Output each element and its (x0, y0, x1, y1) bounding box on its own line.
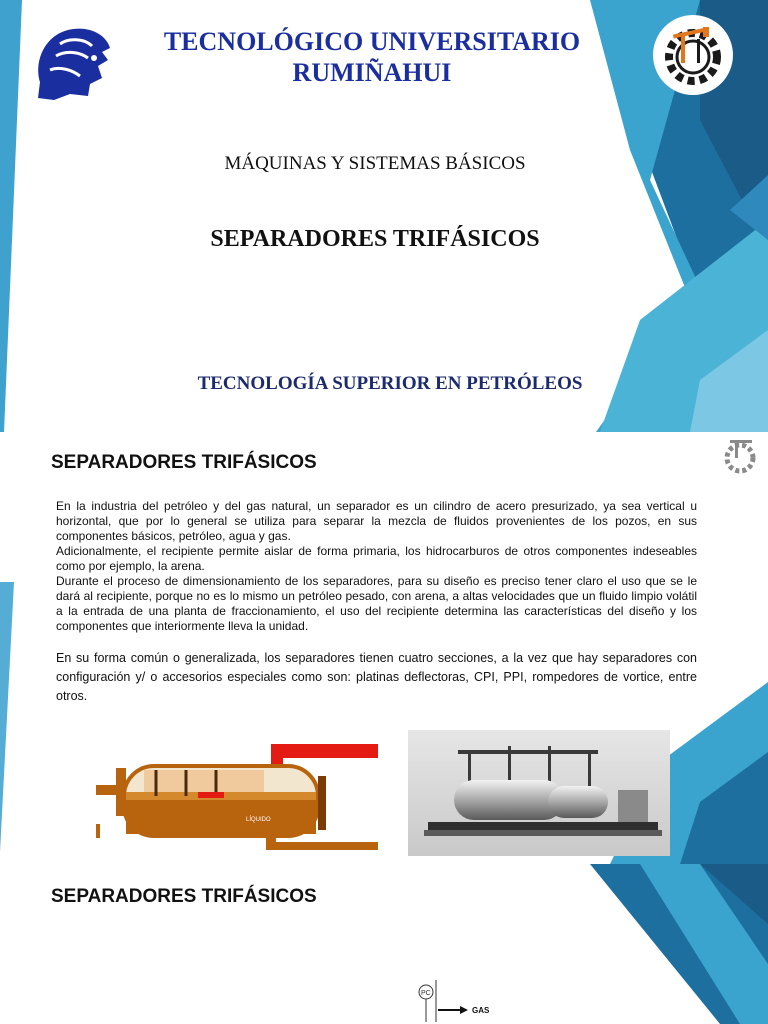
horizontal-separator-cutaway-diagram (96, 740, 378, 852)
content-slide (0, 432, 768, 864)
section-heading: SEPARADORES TRIFÁSICOS (51, 886, 317, 907)
diagram-label: LÍQUIDO (246, 817, 271, 823)
section-heading: SEPARADORES TRIFÁSICOS (51, 452, 317, 473)
pressure-controller-tag: PC (421, 990, 431, 997)
course-name: MÁQUINAS Y SISTEMAS BÁSICOS (224, 153, 526, 174)
title-slide (0, 0, 768, 432)
paragraph: Durante el proceso de dimensionamiento de los separadores, para su diseño es preciso tener claro el uso que se le dará al recipiente, porque no es lo mismo un petróleo pesado, con arena, a altas velocidades que un fluido limpio volátil a la entrada de una planta de fraccionamiento, el uso del recipiente determina las características del diseño y los componentes que interiormente lleva la unidad. (56, 574, 697, 633)
paragraph: En la industria del petróleo y del gas natural, un separador es un cilindro de acero presurizado, ya sea vertical u horizontal, que por lo general se utiliza para separar la mezcla de fluidos provenientes de los pozos, en sus componentes básicos, petróleo, agua y gas. (56, 499, 697, 543)
process-flow-diagram (410, 974, 510, 1024)
watermark-gear-logo-icon (718, 434, 762, 478)
body-text (56, 499, 697, 706)
oil-pump-gear-logo-icon (651, 13, 735, 97)
paragraph: En su forma común o generalizada, los separadores tienen cuatro secciones, a la vez que hay separadores con configuración y/ o accesorios especiales como son: platinas deflectoras, CPI, PPI, rompedores de vortice, entre otros. (56, 651, 697, 703)
paragraph: Adicionalmente, el recipiente permite aislar de forma primaria, los hidrocarburos de otros componentes indeseables como por ejemplo, la arena. (56, 544, 697, 573)
gas-outlet-label: GAS (472, 1006, 490, 1015)
helmeted-head-logo-icon (30, 22, 114, 102)
three-phase-separator-skid-photo (408, 730, 670, 856)
presentation-title: SEPARADORES TRIFÁSICOS (210, 226, 540, 252)
content-slide (0, 864, 768, 1024)
program-name: TECNOLOGÍA SUPERIOR EN PETRÓLEOS (197, 373, 583, 394)
university-name: TECNOLÓGICO UNIVERSITARIO RUMIÑAHUI (163, 27, 581, 87)
